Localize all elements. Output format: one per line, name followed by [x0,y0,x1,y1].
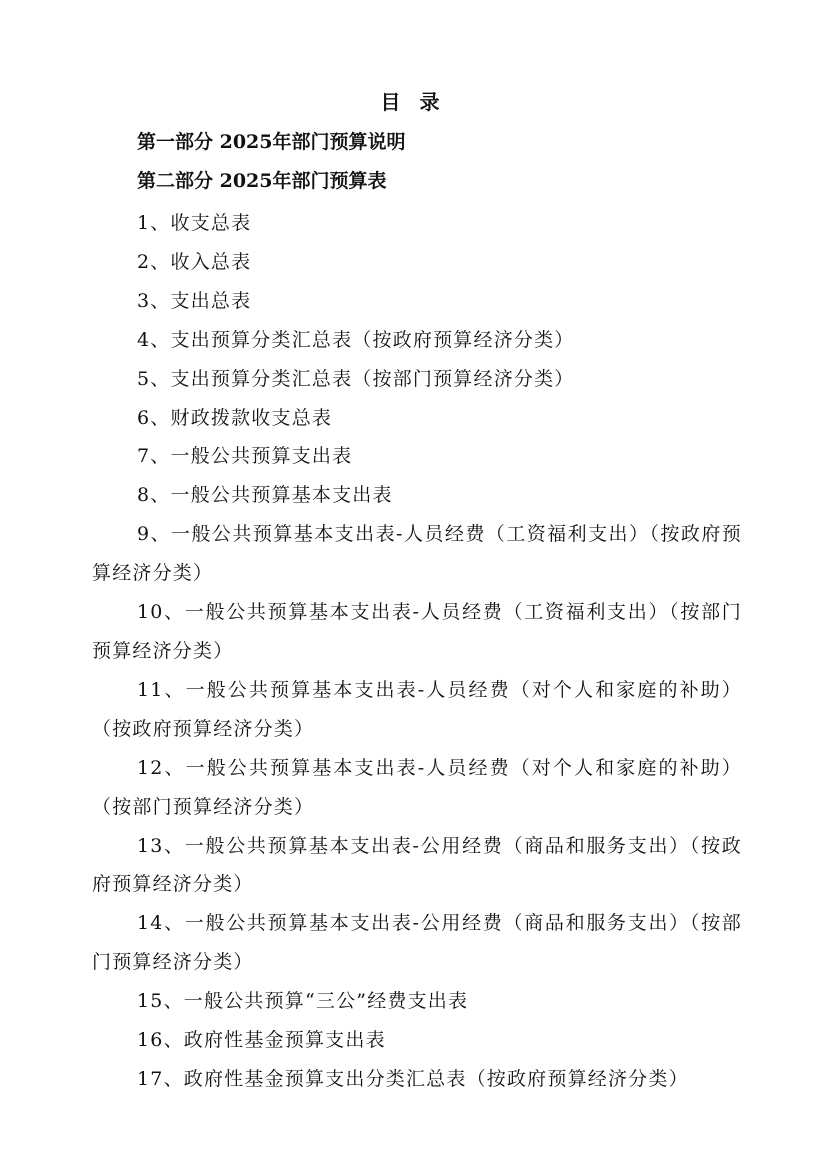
toc-item: 6、财政拨款收支总表 [137,406,333,429]
toc-title: 目 录 [380,90,446,114]
toc-part-one: 第一部分 2025年部门预算说明 [137,131,406,153]
toc-item: 9、一般公共预算基本支出表-人员经费（工资福利支出）（按政府预算经济分类） [92,523,742,585]
toc-item: 14、一般公共预算基本支出表-公用经费（商品和服务支出）（按部门预算经济分类） [92,912,742,974]
toc-item: 16、政府性基金预算支出表 [137,1029,386,1052]
toc-item: 12、一般公共预算基本支出表-人员经费（对个人和家庭的补助）（按部门预算经济分类） [92,756,742,818]
toc-item: 5、支出预算分类汇总表（按部门预算经济分类） [137,367,575,390]
toc-list [92,204,742,1099]
toc-item: 8、一般公共预算基本支出表 [137,484,393,507]
toc-item: 10、一般公共预算基本支出表-人员经费（工资福利支出）（按部门预算经济分类） [92,601,742,662]
toc-item: 7、一般公共预算支出表 [137,445,353,468]
toc-item: 13、一般公共预算基本支出表-公用经费（商品和服务支出）（按政府预算经济分类） [92,834,742,896]
toc-item: 15、一般公共预算“三公”经费支出表 [137,990,469,1013]
toc-item: 4、支出预算分类汇总表（按政府预算经济分类） [137,328,575,351]
toc-item: 2、收入总表 [137,250,252,273]
toc-item: 17、政府性基金预算支出分类汇总表（按政府预算经济分类） [137,1067,689,1090]
toc-item: 11、一般公共预算基本支出表-人员经费（对个人和家庭的补助）（按政府预算经济分类） [92,678,742,740]
toc-item: 3、支出总表 [137,289,252,312]
toc-item: 1、收支总表 [137,212,252,234]
toc-part-two: 第二部分 2025年部门预算表 [137,170,387,192]
